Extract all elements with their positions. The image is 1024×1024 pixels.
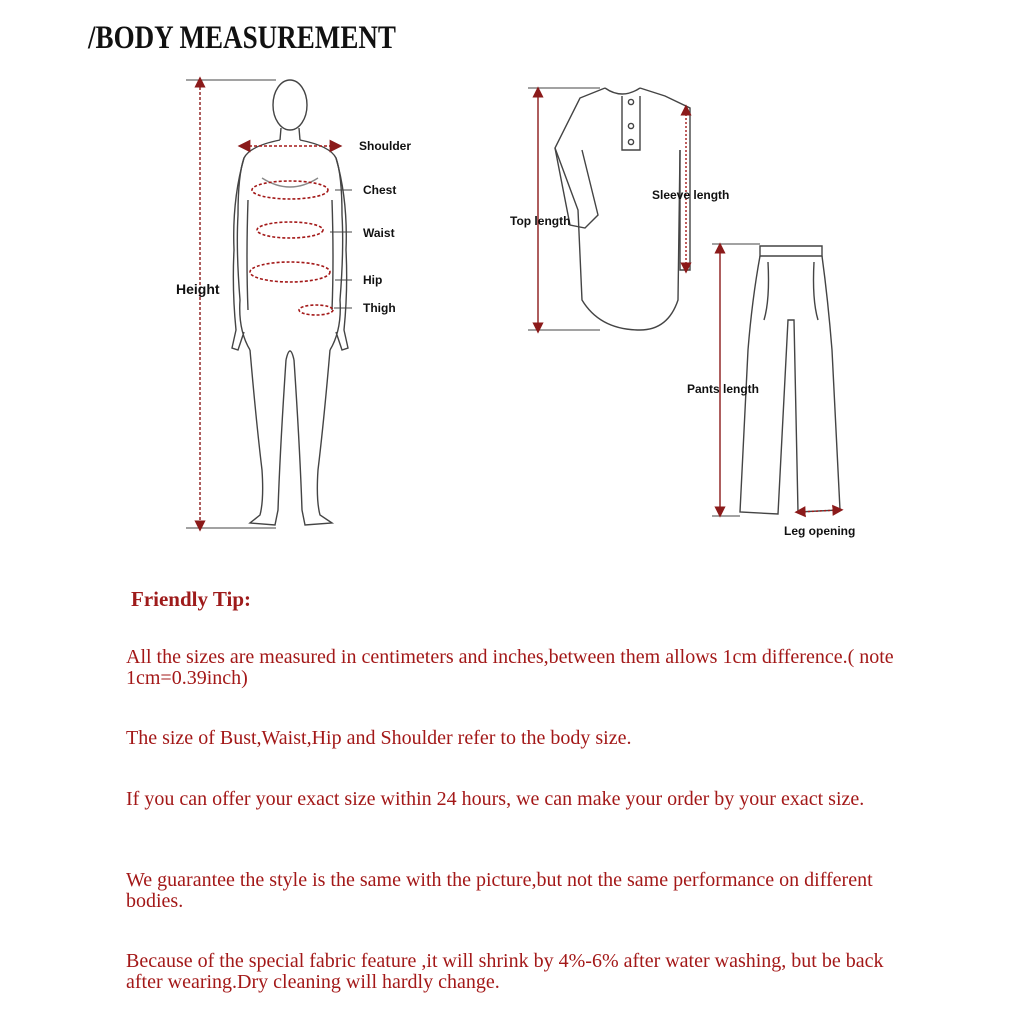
tip-paragraph: All the sizes are measured in centimeters and inches,between them allows 1cm difference.( note 1cm=0.39inch) — [126, 646, 894, 689]
thigh-label: Thigh — [363, 301, 396, 315]
shirt-figure — [555, 88, 690, 330]
pants-length-label: Pants length — [687, 382, 760, 396]
top-length-label: Top length — [510, 214, 571, 228]
pants-figure — [740, 246, 840, 514]
tip-paragraph: The size of Bust,Waist,Hip and Shoulder refer to the body size. — [126, 727, 632, 749]
tip-paragraph: Because of the special fabric feature ,it will shrink by 4%-6% after water washing, but be back after wearing.Dry cleaning will hardly change. — [126, 950, 884, 993]
leg-opening-label: Leg opening — [784, 524, 856, 538]
chest-label: Chest — [363, 183, 397, 197]
tip-paragraph: If you can offer your exact size within 24 hours, we can make your order by your exact size. — [126, 788, 865, 810]
page-title: /BODY MEASUREMENT — [88, 20, 396, 56]
body-measure-lines — [244, 146, 336, 315]
waist-label: Waist — [363, 226, 395, 240]
hip-label: Hip — [363, 273, 383, 287]
height-label: Height — [176, 281, 220, 297]
sleeve-length-label: Sleeve length — [652, 188, 730, 202]
tip-paragraph: We guarantee the style is the same with the picture,but not the same performance on different bodies. — [126, 869, 873, 912]
shoulder-label: Shoulder — [359, 139, 412, 153]
tip-heading: Friendly Tip: — [131, 587, 252, 611]
